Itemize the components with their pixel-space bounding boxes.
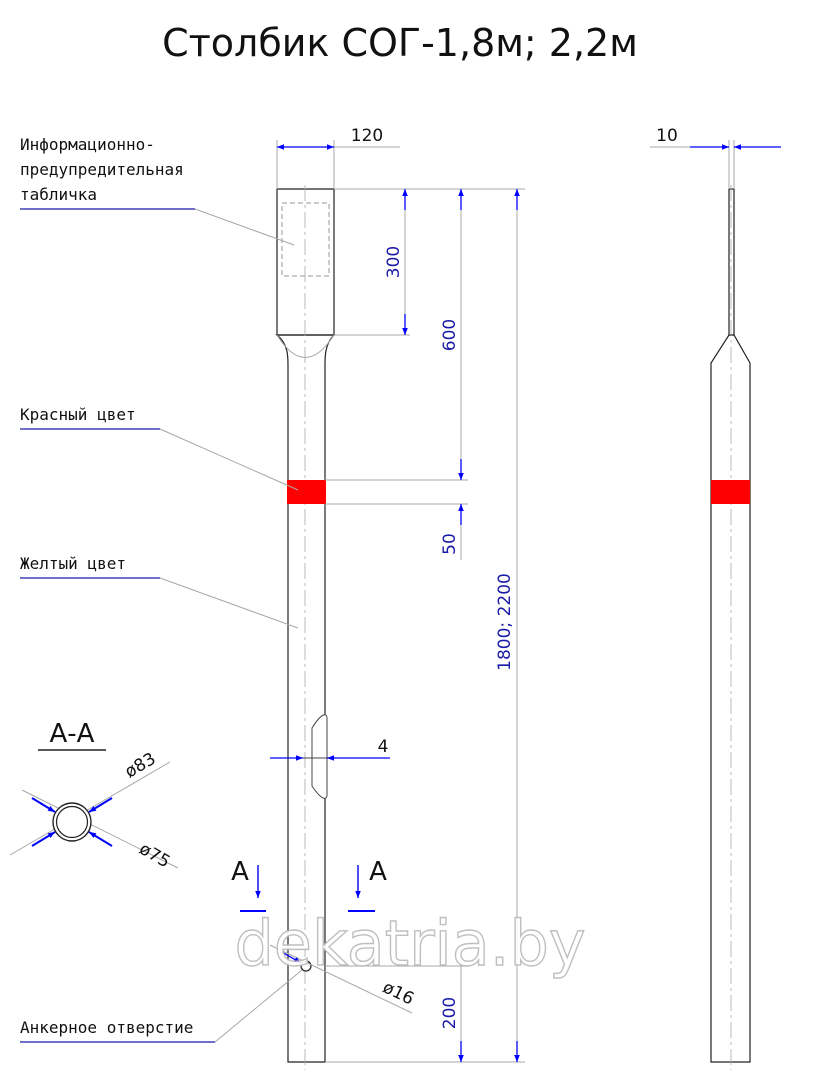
label-info-plate-2: предупредительная — [20, 160, 184, 179]
dim-120-label: 120 — [350, 126, 384, 146]
watermark: dekatria.by — [234, 907, 586, 980]
section-inner-circle — [57, 807, 88, 838]
label-yellow-color: Желтый цвет — [20, 554, 126, 573]
dim-83-label: ø83 — [121, 748, 160, 783]
label-anchor-hole: Анкерное отверстие — [20, 1018, 194, 1037]
cut-mark-right: А — [369, 857, 387, 887]
label-info-plate-1: Информационно- — [20, 135, 155, 154]
red-band-side — [711, 480, 750, 504]
section-title: А-А — [49, 719, 95, 749]
leader-labels — [20, 135, 302, 1042]
dim-4-label: 4 — [377, 737, 389, 757]
plate-body — [277, 189, 334, 335]
dim-600-label: 600 — [440, 318, 460, 352]
dim-total-label: 1800; 2200 — [495, 573, 515, 671]
red-band-front — [287, 480, 326, 504]
dim-50-label: 50 — [440, 533, 460, 555]
dim-10-label: 10 — [656, 126, 678, 146]
side-shaft — [711, 335, 750, 1062]
section-a-a — [10, 719, 387, 911]
drawing-title: Столбик СОГ-1,8м; 2,2м — [162, 21, 638, 65]
dim-75-label: ø75 — [135, 838, 174, 873]
label-info-plate-3: табличка — [20, 185, 98, 204]
dim-16-label: ø16 — [379, 977, 417, 1010]
dim-200-label: 200 — [440, 996, 460, 1030]
dim-300-label: 300 — [384, 245, 404, 279]
slot-cutout — [312, 715, 327, 799]
cut-mark-left: А — [231, 857, 249, 887]
side-plate — [729, 189, 734, 335]
side-view — [711, 185, 750, 1070]
label-red-color: Красный цвет — [20, 405, 136, 424]
plate-outline-dashed — [282, 203, 329, 276]
